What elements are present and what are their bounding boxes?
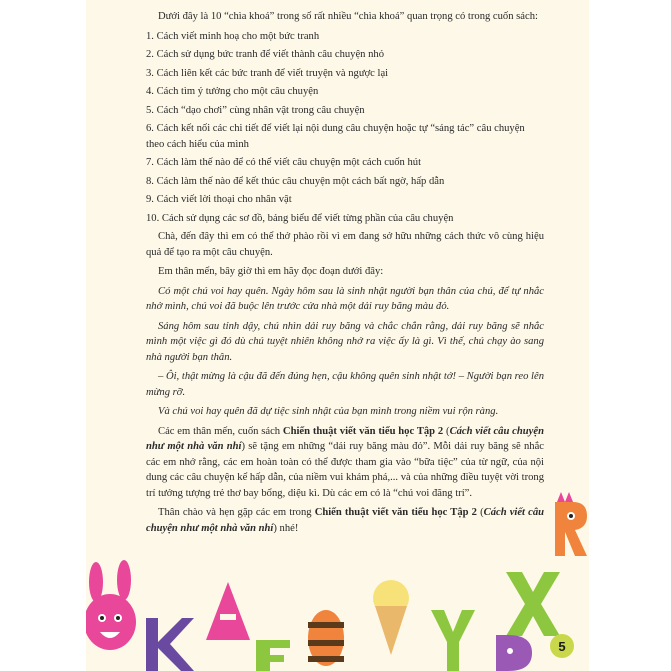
list-item: 2. Cách sử dụng bức tranh để viết thành câu chuyện nhỏ [146, 49, 385, 60]
letter-a-illustration [206, 582, 250, 668]
closing-paragraph: Thân chào và hẹn gặp các em trong Chiến thuật viết văn tiểu học Tập 2 (Cách viết câu chuyện như một nhà văn nhí) nhé! [146, 507, 545, 534]
list-item: 7. Cách làm thế nào để có thể viết câu chuyện một cách cuốn hút [146, 157, 422, 168]
page-text [146, 9, 544, 540]
bunny-illustration [86, 560, 136, 650]
book-title: Chiến thuật viết văn tiểu học Tập 2 [282, 425, 444, 437]
letter-x-illustration [506, 572, 560, 636]
relief-paragraph: Chà, đến đây thì em có thể thở phào rồi vì em đang sở hữu những cách thức vô cùng hiệu quả để tạo ra một câu chuyện. [146, 231, 544, 258]
list-item: 9. Cách viết lời thoại cho nhân vật [146, 194, 292, 205]
list-item: 3. Cách liên kết các bức tranh để viết truyện và ngược lại [146, 67, 389, 79]
page-number: 5 [550, 634, 574, 658]
story-paragraph-1: Có một chú voi hay quên. Ngày hôm sau là sinh nhật người bạn thân của chú, để tự nhắc nhở mình, chú voi đã buộc lên trước cửa nhà một dải ruy băng màu đỏ. [146, 285, 544, 312]
list-item: 6. Cách kết nối các chi tiết để viết lại nội dung câu chuyện hoặc tự “sáng tác” câu chuyện theo cách hiểu của mình [146, 123, 525, 150]
bee-illustration [308, 610, 344, 666]
decorative-letters [86, 560, 589, 671]
read-paragraph: Em thân mến, bây giờ thì em hãy đọc đoạn dưới đây: [158, 266, 384, 277]
book-page [86, 0, 589, 671]
book-paragraph: Các em thân mến, cuốn sách Chiến thuật viết văn tiểu học Tập 2 (Cách viết câu chuyện như một nhà văn nhí) sẽ tặng em những “dải ruy băng màu đỏ”. Mỗi dải ruy băng sẽ nhắc các em nhớ rằng, các em hoàn toàn có thể được tham gia vào “bữa tiệc” của từ ngữ, của nội dung các câu chuyện kể hấp dẫn, của niềm vui khám phá,... và của những điều tuyệt vời trong trí tưởng tượng trẻ thơ bay bổng, diệu kì. Dù các em có là “chú voi đãng trí”. [146, 425, 545, 499]
story-paragraph-4: Và chú voi hay quên đã dự tiệc sinh nhật của bạn mình trong niềm vui rộn ràng. [158, 406, 499, 417]
book-title: Chiến thuật viết văn tiểu học Tập 2 [314, 507, 477, 518]
list-item: 10. Cách sử dụng các sơ đồ, bảng biểu để viết từng phần của câu chuyện [146, 212, 454, 224]
book-subtitle: Cách viết câu chuyện như một nhà văn nhí [146, 425, 544, 452]
letter-k-illustration [146, 618, 194, 671]
list-item: 4. Cách tìm ý tưởng cho một câu chuyện [146, 86, 319, 97]
letter-y-illustration [431, 610, 475, 671]
list-item: 5. Cách “dạo chơi” cùng nhân vật trong câu chuyện [146, 104, 365, 116]
keys-list [146, 29, 544, 227]
story-paragraph-3: – Ôi, thật mừng là cậu đã đến đúng hẹn, cậu không quên sinh nhật tớ! – Người bạn reo lên mừng rỡ. [146, 371, 544, 398]
intro-paragraph: Dưới đây là 10 “chìa khoá” trong số rất nhiều “chìa khoá” quan trọng có trong cuốn sách: [158, 11, 538, 22]
list-item: 8. Cách làm thế nào để kết thúc câu chuyện một cách bất ngờ, hấp dẫn [146, 175, 445, 187]
letter-r-illustration [549, 490, 589, 560]
story-paragraph-2: Sáng hôm sau tỉnh dậy, chú nhìn dải ruy băng và chắc chắn rằng, dải ruy băng sẽ nhắc mình một việc gì đó dù chú tuyệt nhiên không nhớ ra việc ấy là gì. Vì thế, chú chạy ào sang nhà người bạn thân. [146, 320, 544, 363]
list-item: 1. Cách viết minh hoạ cho một bức tranh [146, 30, 320, 42]
letter-e-illustration [256, 640, 290, 671]
ice-cream-illustration [373, 580, 409, 655]
letter-d-illustration [496, 635, 532, 671]
book-subtitle: Cách viết câu chuyện như một nhà văn nhí [146, 507, 545, 534]
